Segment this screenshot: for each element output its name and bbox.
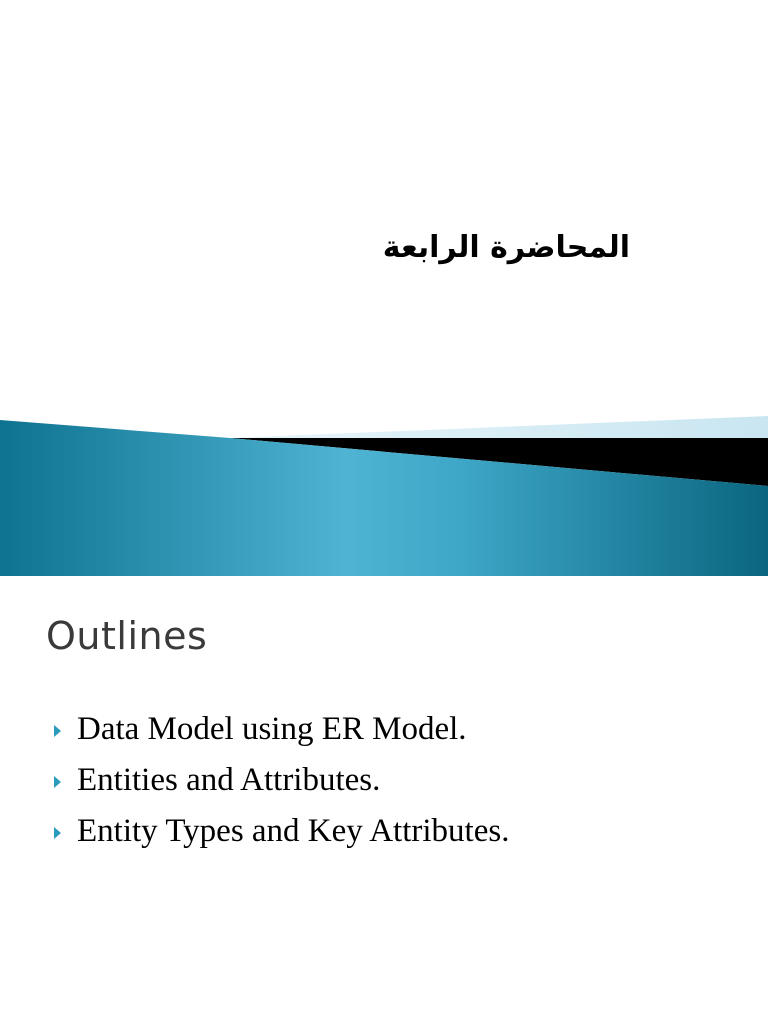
bullet-text: Entities and Attributes. [77,762,381,798]
triangle-right-icon [54,827,61,839]
list-item [54,806,509,857]
list-item [54,755,509,806]
band-pale-strip [230,416,768,438]
triangle-right-icon [54,725,61,737]
list-item [54,704,509,755]
outline-bullet-list [54,704,509,857]
slide-title: المحاضرة الرابعة [382,230,630,265]
triangle-right-icon [54,776,61,788]
bullet-text: Data Model using ER Model. [77,711,467,747]
bullet-text: Entity Types and Key Attributes. [77,813,510,849]
outlines-slide [0,576,768,1024]
outlines-heading: Outlines [46,614,208,658]
decorative-band [0,410,768,576]
